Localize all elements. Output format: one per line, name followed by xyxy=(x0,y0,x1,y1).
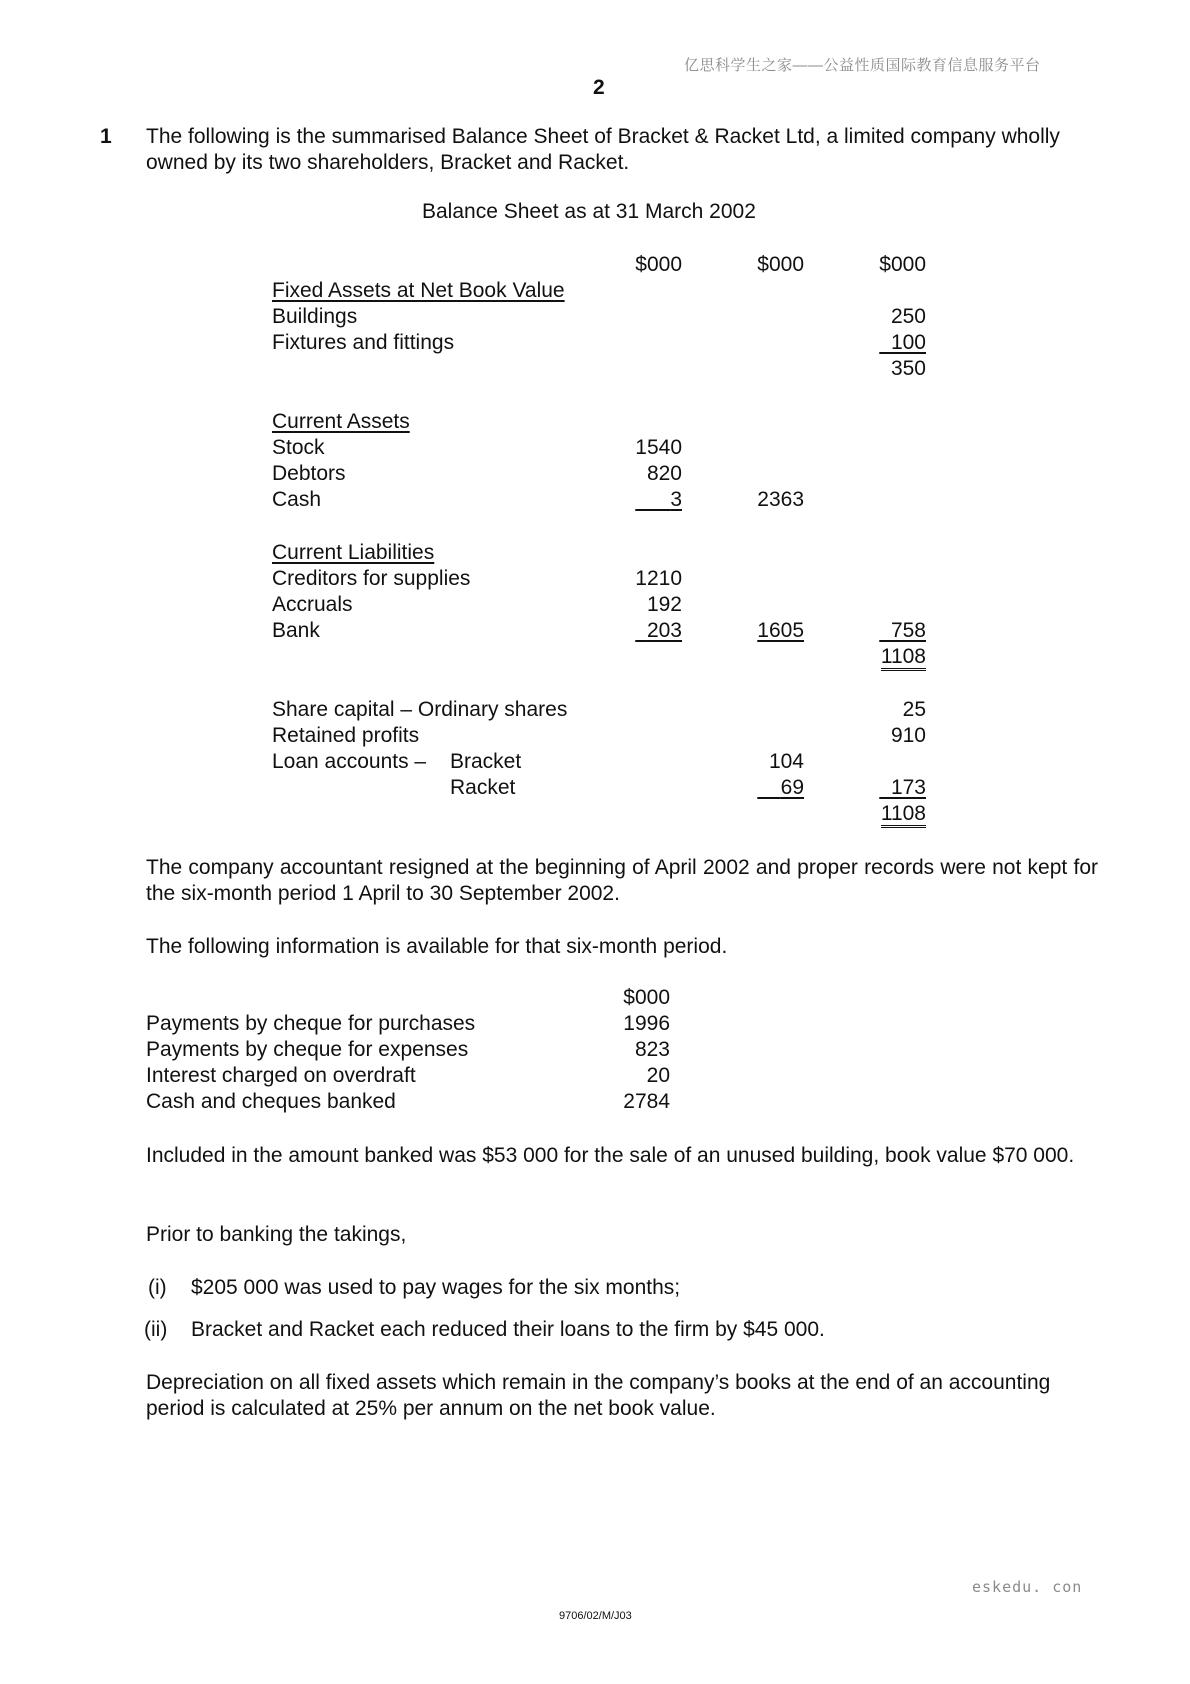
col-header-2: $000 xyxy=(757,253,804,276)
col-header-3: $000 xyxy=(879,253,926,276)
debtors-label: Debtors xyxy=(272,462,346,485)
paragraph-accountant-resigned: The company accountant resigned at the beginning of April 2002 and proper records were not kept for the six-month period 1 April to 30 September 2002. xyxy=(146,856,1098,905)
paragraph-information-available: The following information is available for that six-month period. xyxy=(146,935,728,958)
loan-bracket-value: 104 xyxy=(768,750,804,773)
share-capital-label: Share capital – Ordinary shares xyxy=(272,698,568,721)
loan-bracket-label: Bracket xyxy=(450,750,522,773)
info-row-label: Payments by cheque for purchases xyxy=(146,1012,476,1035)
info-row-value: 2784 xyxy=(623,1090,670,1113)
fixtures-label: Fixtures and fittings xyxy=(272,331,455,354)
list-marker: (ii) xyxy=(144,1318,168,1341)
question-intro: The following is the summarised Balance Sheet of Bracket & Racket Ltd, a limited company wholly owned by its two shareholders, Bracket and Racket. xyxy=(146,125,1060,174)
accruals-value: 192 xyxy=(646,593,682,616)
list-item-text: $205 000 was used to pay wages for the six months; xyxy=(191,1276,681,1299)
loan-racket-label: Racket xyxy=(450,776,516,799)
current-liabilities-heading: Current Liabilities xyxy=(272,541,435,564)
creditors-value: 1210 xyxy=(635,567,682,590)
list-marker: (i) xyxy=(148,1276,167,1299)
paragraph-building-sale: Included in the amount banked was $53 000 for the sale of an unused building, book value $70 000. xyxy=(146,1144,1075,1167)
retained-profits-value: 910 xyxy=(890,724,926,747)
loan-accounts-label: Loan accounts – xyxy=(272,750,427,773)
info-row-label: Interest charged on overdraft xyxy=(146,1064,416,1087)
loan-total-value: 173 xyxy=(890,776,926,799)
info-row-value: 20 xyxy=(646,1064,670,1087)
info-row-value: 823 xyxy=(634,1038,670,1061)
creditors-label: Creditors for supplies xyxy=(272,567,471,590)
buildings-label: Buildings xyxy=(272,305,358,328)
capital-employed-total: 1108 xyxy=(840,802,926,828)
net-assets-total: 1108 xyxy=(840,645,926,671)
watermark-header: 亿思科学生之家——公益性质国际教育信息服务平台 xyxy=(684,57,1041,74)
page-number: 2 xyxy=(593,76,605,99)
fixed-assets-total: 350 xyxy=(890,357,926,380)
footer-site: eskedu. con xyxy=(972,1578,1083,1596)
retained-profits-label: Retained profits xyxy=(272,724,420,747)
paragraph-depreciation: Depreciation on all fixed assets which remain in the company’s books at the end of an accounting period is calculated at 25% per annum on the net book value. xyxy=(146,1371,1051,1420)
balance-sheet-title: Balance Sheet as at 31 March 2002 xyxy=(422,200,756,223)
current-assets-heading: Current Assets xyxy=(272,410,410,433)
info-row-label: Cash and cheques banked xyxy=(146,1090,396,1113)
bank-value: 203 xyxy=(646,619,682,642)
col-header-1: $000 xyxy=(635,253,682,276)
debtors-value: 820 xyxy=(646,462,682,485)
current-liabilities-total: 1605 xyxy=(757,619,804,642)
stock-label: Stock xyxy=(272,436,325,459)
footer-code: 9706/02/M/J03 xyxy=(559,1610,632,1622)
list-item-text: Bracket and Racket each reduced their loans to the firm by $45 000. xyxy=(191,1318,825,1341)
buildings-value: 250 xyxy=(890,305,926,328)
info-table-header: $000 xyxy=(623,986,670,1009)
current-assets-total: 2363 xyxy=(757,488,804,511)
loan-racket-value: 69 xyxy=(780,776,804,799)
fixed-assets-heading: Fixed Assets at Net Book Value xyxy=(272,279,565,302)
working-capital-value: 758 xyxy=(890,619,926,642)
info-row-value: 1996 xyxy=(623,1012,670,1035)
bank-label: Bank xyxy=(272,619,320,642)
info-row-label: Payments by cheque for expenses xyxy=(146,1038,469,1061)
share-capital-value: 25 xyxy=(902,698,926,721)
cash-label: Cash xyxy=(272,488,322,511)
cash-value: 3 xyxy=(670,488,682,511)
paragraph-prior-to-banking: Prior to banking the takings, xyxy=(146,1223,407,1246)
fixtures-value: 100 xyxy=(890,331,926,354)
accruals-label: Accruals xyxy=(272,593,353,616)
stock-value: 1540 xyxy=(635,436,682,459)
question-number: 1 xyxy=(100,125,112,148)
